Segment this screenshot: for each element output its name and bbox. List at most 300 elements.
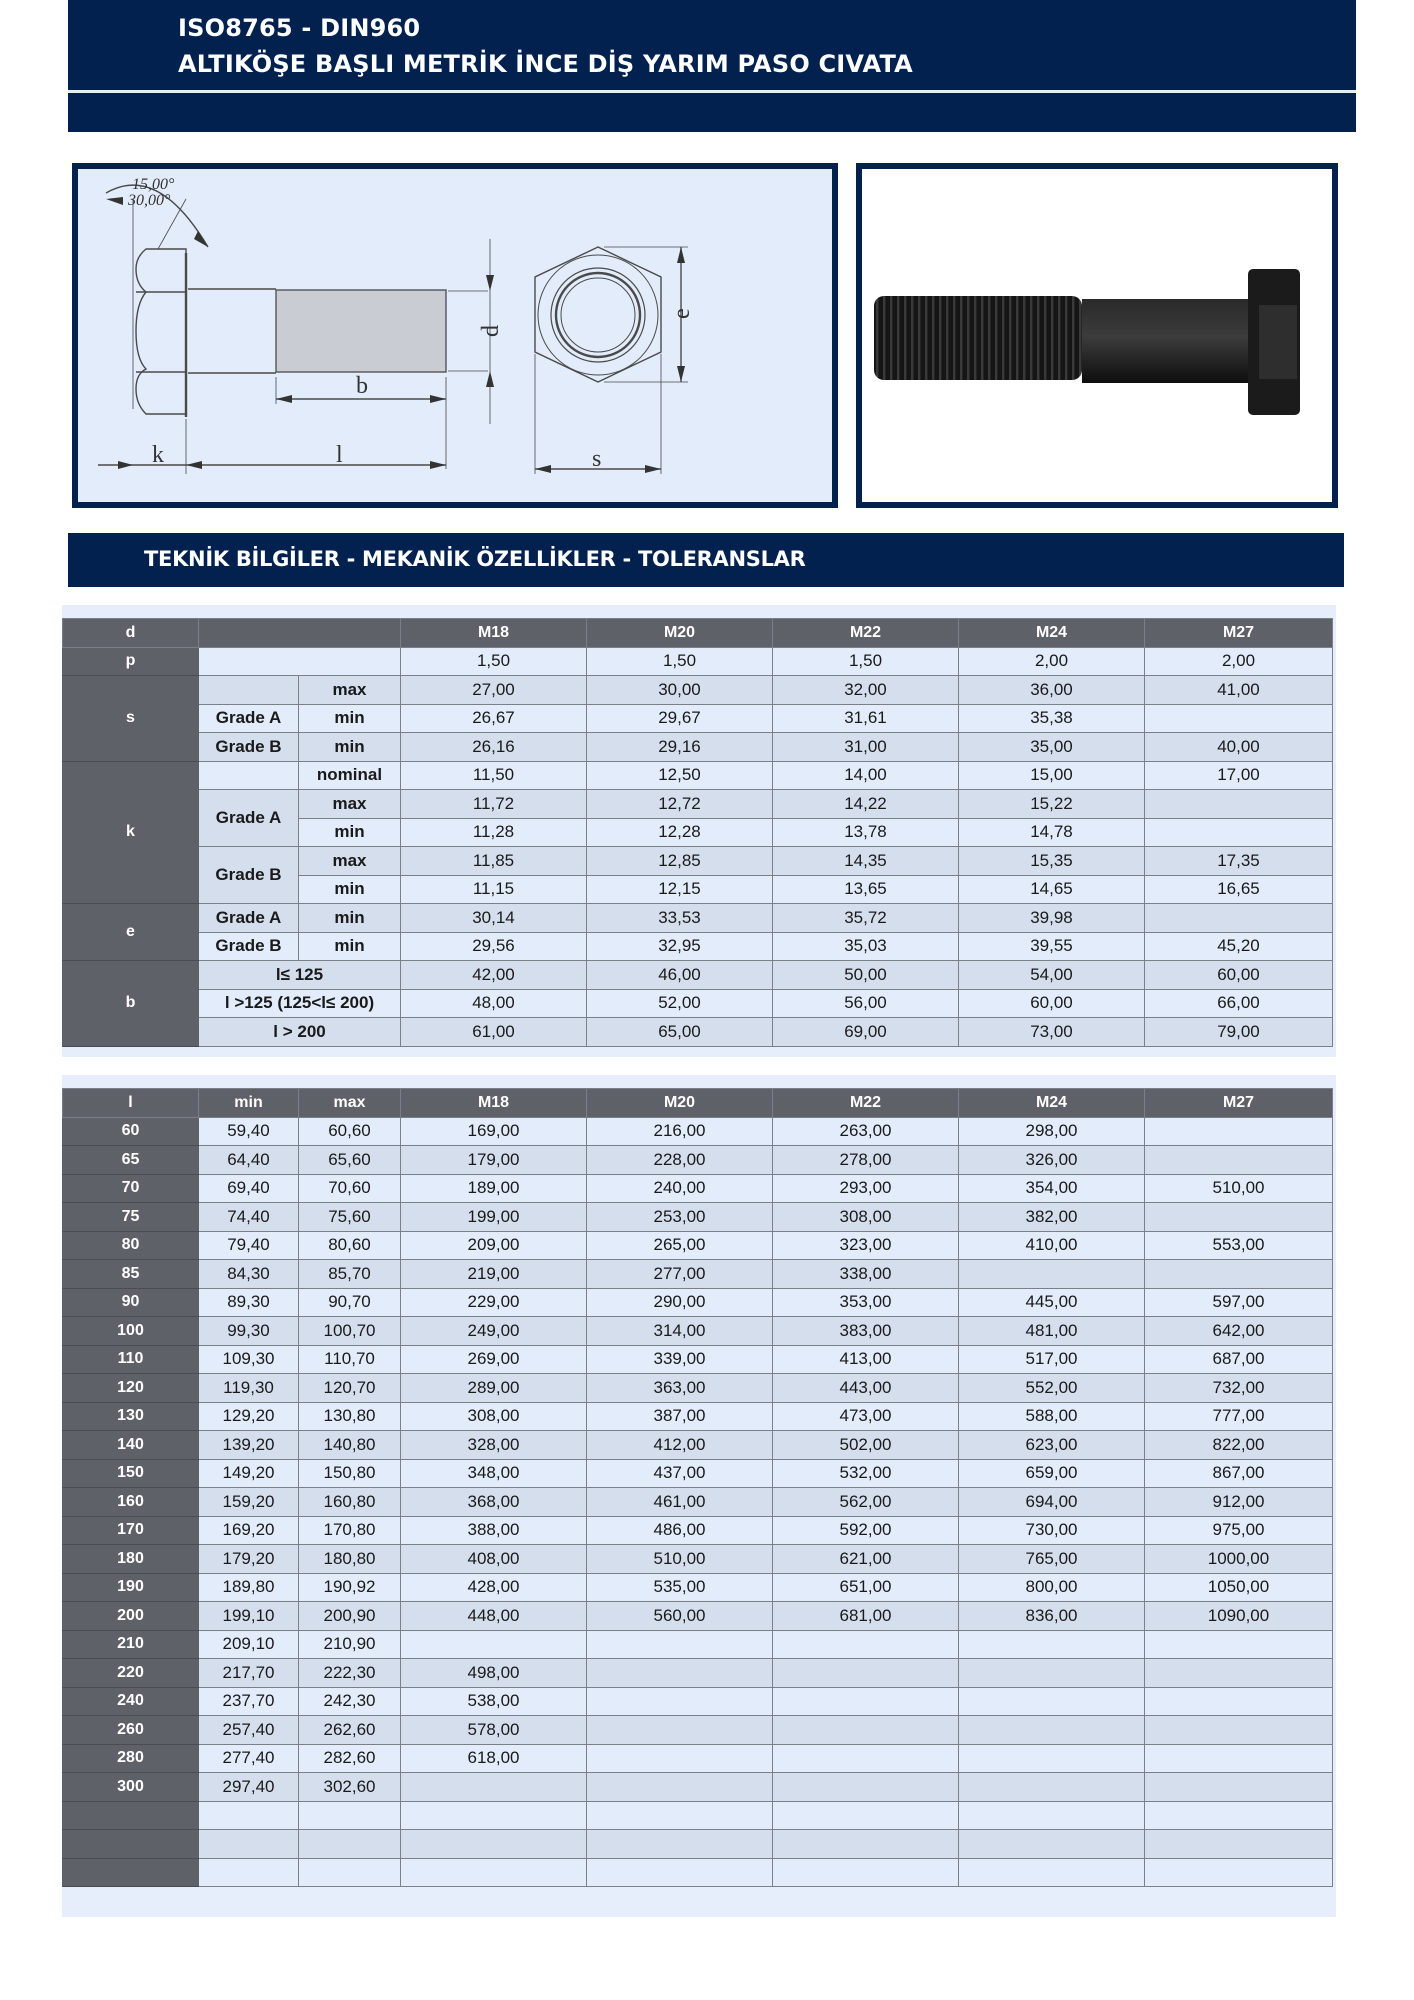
- length-max: 60,60: [299, 1117, 401, 1146]
- length-min: 59,40: [199, 1117, 299, 1146]
- cell: 11,72: [401, 790, 587, 819]
- table-row: [63, 1801, 1333, 1830]
- cell: 209,00: [401, 1231, 587, 1260]
- header-size: M24: [959, 1089, 1145, 1118]
- cell: [1145, 1801, 1333, 1830]
- cell: 35,72: [773, 904, 959, 933]
- cell: 800,00: [959, 1573, 1145, 1602]
- angle-label-15: 15,00°: [132, 176, 175, 193]
- cell: 12,50: [587, 761, 773, 790]
- table-row-k-a-max: [63, 790, 1333, 819]
- cell: 412,00: [587, 1431, 773, 1460]
- cell: 15,22: [959, 790, 1145, 819]
- cell: 14,35: [773, 847, 959, 876]
- cell: 13,65: [773, 875, 959, 904]
- length-label: 200: [63, 1602, 199, 1631]
- row-label: b: [63, 961, 199, 1047]
- cell: 65,00: [587, 1018, 773, 1047]
- table-row: [63, 1830, 1333, 1859]
- cell: 694,00: [959, 1488, 1145, 1517]
- length-max: 282,60: [299, 1744, 401, 1773]
- length-max: 75,60: [299, 1203, 401, 1232]
- cell: [959, 1858, 1145, 1887]
- cell: [401, 1830, 587, 1859]
- length-label: 150: [63, 1459, 199, 1488]
- table-row-p: [63, 647, 1333, 676]
- length-min: 297,40: [199, 1773, 299, 1802]
- cell: 383,00: [773, 1317, 959, 1346]
- cell: 578,00: [401, 1716, 587, 1745]
- table-row: [63, 1317, 1333, 1346]
- cell: 12,85: [587, 847, 773, 876]
- table-row-s-grade-a: [63, 704, 1333, 733]
- length-max: 170,80: [299, 1516, 401, 1545]
- length-label: 90: [63, 1288, 199, 1317]
- section-title: TEKNİK BİLGİLER - MEKANİK ÖZELLİKLER - TOLERANSLAR: [144, 547, 806, 571]
- cell: [959, 1687, 1145, 1716]
- cell: [959, 1630, 1145, 1659]
- length-label: 130: [63, 1402, 199, 1431]
- cell: 388,00: [401, 1516, 587, 1545]
- condition-label: l≤ 125: [199, 961, 401, 990]
- cell: 1050,00: [1145, 1573, 1333, 1602]
- cell: 659,00: [959, 1459, 1145, 1488]
- table-row-k-b-max: [63, 847, 1333, 876]
- length-max: 85,70: [299, 1260, 401, 1289]
- cell: 79,00: [1145, 1018, 1333, 1047]
- cell: [959, 1773, 1145, 1802]
- cell: [773, 1630, 959, 1659]
- cell: [1145, 1830, 1333, 1859]
- length-label: 190: [63, 1573, 199, 1602]
- table-row: [63, 1773, 1333, 1802]
- bolt-head-side: [136, 249, 186, 414]
- table-row: [63, 1117, 1333, 1146]
- cell: 11,50: [401, 761, 587, 790]
- condition-label: l > 200: [199, 1018, 401, 1047]
- condition-label: l >125 (125<l≤ 200): [199, 989, 401, 1018]
- cell: [1145, 1858, 1333, 1887]
- kind-label: max: [299, 790, 401, 819]
- cell: 39,98: [959, 904, 1145, 933]
- length-max: 110,70: [299, 1345, 401, 1374]
- length-min: 149,20: [199, 1459, 299, 1488]
- cell: 308,00: [773, 1203, 959, 1232]
- length-max: [299, 1858, 401, 1887]
- length-min: 179,20: [199, 1545, 299, 1574]
- page-header: [68, 0, 1356, 132]
- row-label: s: [63, 676, 199, 762]
- table-row: [63, 1146, 1333, 1175]
- header-blank: [199, 619, 401, 648]
- length-label: 220: [63, 1659, 199, 1688]
- cell: 1,50: [773, 647, 959, 676]
- cell: 46,00: [587, 961, 773, 990]
- cell: 61,00: [401, 1018, 587, 1047]
- cell: [401, 1773, 587, 1802]
- cell: [773, 1687, 959, 1716]
- dim-label-e: e: [669, 308, 695, 319]
- cell: 240,00: [587, 1174, 773, 1203]
- cell: [1145, 1744, 1333, 1773]
- cell: 32,00: [773, 676, 959, 705]
- cell: [959, 1716, 1145, 1745]
- bolt-drawing: [78, 169, 832, 502]
- table-row-b-1: [63, 961, 1333, 990]
- cell: 73,00: [959, 1018, 1145, 1047]
- cell: 35,03: [773, 932, 959, 961]
- table-row-s-max: [63, 676, 1333, 705]
- cell: 30,14: [401, 904, 587, 933]
- cell: 410,00: [959, 1231, 1145, 1260]
- cell: 445,00: [959, 1288, 1145, 1317]
- length-max: 222,30: [299, 1659, 401, 1688]
- length-label: 160: [63, 1488, 199, 1517]
- cell: 12,28: [587, 818, 773, 847]
- standard-code: ISO8765 - DIN960: [178, 14, 421, 42]
- cell: 498,00: [401, 1659, 587, 1688]
- row-label: k: [63, 761, 199, 904]
- cell: 293,00: [773, 1174, 959, 1203]
- length-max: 190,92: [299, 1573, 401, 1602]
- cell: 17,35: [1145, 847, 1333, 876]
- cell: 289,00: [401, 1374, 587, 1403]
- kind-label: max: [299, 847, 401, 876]
- cell: 253,00: [587, 1203, 773, 1232]
- cell: 11,85: [401, 847, 587, 876]
- length-max: [299, 1801, 401, 1830]
- cell: 588,00: [959, 1402, 1145, 1431]
- cell: 179,00: [401, 1146, 587, 1175]
- length-min: 189,80: [199, 1573, 299, 1602]
- length-min: 237,70: [199, 1687, 299, 1716]
- length-label: 80: [63, 1231, 199, 1260]
- cell: [959, 1744, 1145, 1773]
- length-min: 119,30: [199, 1374, 299, 1403]
- length-label: [63, 1858, 199, 1887]
- cell: 12,15: [587, 875, 773, 904]
- cell: [959, 1801, 1145, 1830]
- length-min: 99,30: [199, 1317, 299, 1346]
- cell: 290,00: [587, 1288, 773, 1317]
- cell: [587, 1744, 773, 1773]
- cell: 732,00: [1145, 1374, 1333, 1403]
- cell: 35,00: [959, 733, 1145, 762]
- length-label: 300: [63, 1773, 199, 1802]
- table-row-e-grade-a: [63, 904, 1333, 933]
- cell: 428,00: [401, 1573, 587, 1602]
- dim-label-l: l: [336, 442, 343, 468]
- cell: [1145, 1203, 1333, 1232]
- length-max: 100,70: [299, 1317, 401, 1346]
- cell: 461,00: [587, 1488, 773, 1517]
- cell: [1145, 1630, 1333, 1659]
- cell: 368,00: [401, 1488, 587, 1517]
- cell: 562,00: [773, 1488, 959, 1517]
- cell: [587, 1687, 773, 1716]
- cell: 437,00: [587, 1459, 773, 1488]
- cell: [1145, 704, 1333, 733]
- cell: 448,00: [401, 1602, 587, 1631]
- length-label: [63, 1801, 199, 1830]
- length-min: 139,20: [199, 1431, 299, 1460]
- cell: [959, 1659, 1145, 1688]
- length-label: 75: [63, 1203, 199, 1232]
- cell: 31,00: [773, 733, 959, 762]
- dim-label-s: s: [592, 446, 602, 472]
- table-row: [63, 1716, 1333, 1745]
- length-max: 160,80: [299, 1488, 401, 1517]
- cell: 687,00: [1145, 1345, 1333, 1374]
- length-min: 89,30: [199, 1288, 299, 1317]
- cell: 33,53: [587, 904, 773, 933]
- cell: [1145, 904, 1333, 933]
- cell: [401, 1801, 587, 1830]
- length-label: [63, 1830, 199, 1859]
- grade-label: Grade B: [199, 932, 299, 961]
- cell: 29,16: [587, 733, 773, 762]
- cell: [773, 1801, 959, 1830]
- length-label: 120: [63, 1374, 199, 1403]
- length-label: 65: [63, 1146, 199, 1175]
- length-min: 79,40: [199, 1231, 299, 1260]
- dim-label-b: b: [356, 373, 368, 399]
- cell: 314,00: [587, 1317, 773, 1346]
- grade-label: Grade B: [199, 847, 299, 904]
- length-min: 159,20: [199, 1488, 299, 1517]
- cell: 29,67: [587, 704, 773, 733]
- cell: 326,00: [959, 1146, 1145, 1175]
- cell: 15,00: [959, 761, 1145, 790]
- kind-label: max: [299, 676, 401, 705]
- length-label: 110: [63, 1345, 199, 1374]
- cell: 328,00: [401, 1431, 587, 1460]
- table-row: [63, 1459, 1333, 1488]
- length-min: 277,40: [199, 1744, 299, 1773]
- cell: 730,00: [959, 1516, 1145, 1545]
- cell: [587, 1773, 773, 1802]
- table-row: [63, 1260, 1333, 1289]
- cell: 14,00: [773, 761, 959, 790]
- length-label: 210: [63, 1630, 199, 1659]
- angle-label-30: 30,00°: [128, 192, 171, 209]
- length-label: 170: [63, 1516, 199, 1545]
- length-max: 140,80: [299, 1431, 401, 1460]
- cell: 39,55: [959, 932, 1145, 961]
- grade-label: [199, 676, 299, 705]
- threaded-section: [874, 296, 1082, 380]
- cell: [959, 1830, 1145, 1859]
- cell: 836,00: [959, 1602, 1145, 1631]
- length-max: 65,60: [299, 1146, 401, 1175]
- cell: 354,00: [959, 1174, 1145, 1203]
- cell: [1145, 1146, 1333, 1175]
- length-min: 199,10: [199, 1602, 299, 1631]
- cell: 52,00: [587, 989, 773, 1018]
- cell: 60,00: [1145, 961, 1333, 990]
- cell: 36,00: [959, 676, 1145, 705]
- cell: [773, 1716, 959, 1745]
- length-label: 60: [63, 1117, 199, 1146]
- cell: 339,00: [587, 1345, 773, 1374]
- cell: 348,00: [401, 1459, 587, 1488]
- cell: 623,00: [959, 1431, 1145, 1460]
- cell: 473,00: [773, 1402, 959, 1431]
- kind-label: min: [299, 733, 401, 762]
- length-max: 210,90: [299, 1630, 401, 1659]
- length-max: 180,80: [299, 1545, 401, 1574]
- row-label: p: [63, 647, 199, 676]
- cell: 219,00: [401, 1260, 587, 1289]
- cell: 592,00: [773, 1516, 959, 1545]
- table-row-e-grade-b: [63, 932, 1333, 961]
- header-size: M18: [401, 1089, 587, 1118]
- kind-label: nominal: [299, 761, 401, 790]
- table-row: [63, 1488, 1333, 1517]
- cell: 169,00: [401, 1117, 587, 1146]
- cell: 502,00: [773, 1431, 959, 1460]
- cell: [587, 1630, 773, 1659]
- dim-label-d: d: [478, 325, 504, 337]
- cell: 552,00: [959, 1374, 1145, 1403]
- cell: 387,00: [587, 1402, 773, 1431]
- kind-label: min: [299, 818, 401, 847]
- product-photo-panel: [856, 163, 1338, 508]
- cell: 229,00: [401, 1288, 587, 1317]
- cell: [1145, 818, 1333, 847]
- length-table: [62, 1088, 1333, 1887]
- cell: 13,78: [773, 818, 959, 847]
- cell: 553,00: [1145, 1231, 1333, 1260]
- length-label: 140: [63, 1431, 199, 1460]
- cell: 56,00: [773, 989, 959, 1018]
- cell: [587, 1858, 773, 1887]
- header-size: M27: [1145, 619, 1333, 648]
- cell: 538,00: [401, 1687, 587, 1716]
- length-min: 74,40: [199, 1203, 299, 1232]
- length-min: 169,20: [199, 1516, 299, 1545]
- cell: 443,00: [773, 1374, 959, 1403]
- table-row: [63, 1687, 1333, 1716]
- bolt-photo: [862, 169, 1332, 502]
- table-row: [63, 1602, 1333, 1631]
- cell: 50,00: [773, 961, 959, 990]
- length-min: 257,40: [199, 1716, 299, 1745]
- length-min: 129,20: [199, 1402, 299, 1431]
- header-d: d: [63, 619, 199, 648]
- length-label: 100: [63, 1317, 199, 1346]
- grade-label: Grade A: [199, 790, 299, 847]
- cell: 14,65: [959, 875, 1145, 904]
- cell: [959, 1260, 1145, 1289]
- cell: 26,16: [401, 733, 587, 762]
- cell: [587, 1801, 773, 1830]
- cell: 353,00: [773, 1288, 959, 1317]
- table-row: [63, 1231, 1333, 1260]
- header-size: M22: [773, 619, 959, 648]
- length-label: 180: [63, 1545, 199, 1574]
- cell: [587, 1659, 773, 1688]
- kind-label: min: [299, 932, 401, 961]
- cell: [1145, 1773, 1333, 1802]
- cell: 975,00: [1145, 1516, 1333, 1545]
- length-label: 280: [63, 1744, 199, 1773]
- table-row: [63, 1288, 1333, 1317]
- cell: 323,00: [773, 1231, 959, 1260]
- cell: 26,67: [401, 704, 587, 733]
- header-size: M27: [1145, 1089, 1333, 1118]
- cell: 765,00: [959, 1545, 1145, 1574]
- length-min: 69,40: [199, 1174, 299, 1203]
- cell: 11,28: [401, 818, 587, 847]
- cell: 822,00: [1145, 1431, 1333, 1460]
- cell: 510,00: [1145, 1174, 1333, 1203]
- length-max: 262,60: [299, 1716, 401, 1745]
- cell: [773, 1830, 959, 1859]
- length-max: 130,80: [299, 1402, 401, 1431]
- cell: 269,00: [401, 1345, 587, 1374]
- cell: 912,00: [1145, 1488, 1333, 1517]
- length-max: 70,60: [299, 1174, 401, 1203]
- cell: 277,00: [587, 1260, 773, 1289]
- cell: 228,00: [587, 1146, 773, 1175]
- table-row: [63, 1516, 1333, 1545]
- cell: 35,38: [959, 704, 1145, 733]
- length-min: 109,30: [199, 1345, 299, 1374]
- length-max: 80,60: [299, 1231, 401, 1260]
- cell: [1145, 790, 1333, 819]
- grade-label: Grade A: [199, 704, 299, 733]
- cell: 60,00: [959, 989, 1145, 1018]
- cell: [1145, 1659, 1333, 1688]
- header-max: max: [299, 1089, 401, 1118]
- dimension-table: [62, 618, 1333, 1047]
- cell: 1,50: [587, 647, 773, 676]
- shank: [1082, 299, 1252, 383]
- length-min: 209,10: [199, 1630, 299, 1659]
- cell: 32,95: [587, 932, 773, 961]
- table-row: [63, 1345, 1333, 1374]
- header-size: M24: [959, 619, 1145, 648]
- table-row: [63, 1174, 1333, 1203]
- dim-label-k: k: [152, 442, 164, 468]
- table-row: [63, 1858, 1333, 1887]
- technical-drawing-panel: [72, 163, 838, 508]
- row-label: e: [63, 904, 199, 961]
- cell: 642,00: [1145, 1317, 1333, 1346]
- length-max: 302,60: [299, 1773, 401, 1802]
- cell: 199,00: [401, 1203, 587, 1232]
- cell: 45,20: [1145, 932, 1333, 961]
- cell: [401, 1630, 587, 1659]
- cell: [1145, 1260, 1333, 1289]
- cell: 216,00: [587, 1117, 773, 1146]
- cell: [773, 1744, 959, 1773]
- table-row-k-nominal: [63, 761, 1333, 790]
- length-max: 150,80: [299, 1459, 401, 1488]
- cell: 14,22: [773, 790, 959, 819]
- cell: [1145, 1716, 1333, 1745]
- cell: [1145, 1117, 1333, 1146]
- length-max: 120,70: [299, 1374, 401, 1403]
- table-row: [63, 1431, 1333, 1460]
- cell: 1,50: [401, 647, 587, 676]
- length-label: 260: [63, 1716, 199, 1745]
- header-divider: [68, 90, 1356, 93]
- length-max: 90,70: [299, 1288, 401, 1317]
- cell: 189,00: [401, 1174, 587, 1203]
- cell: [587, 1716, 773, 1745]
